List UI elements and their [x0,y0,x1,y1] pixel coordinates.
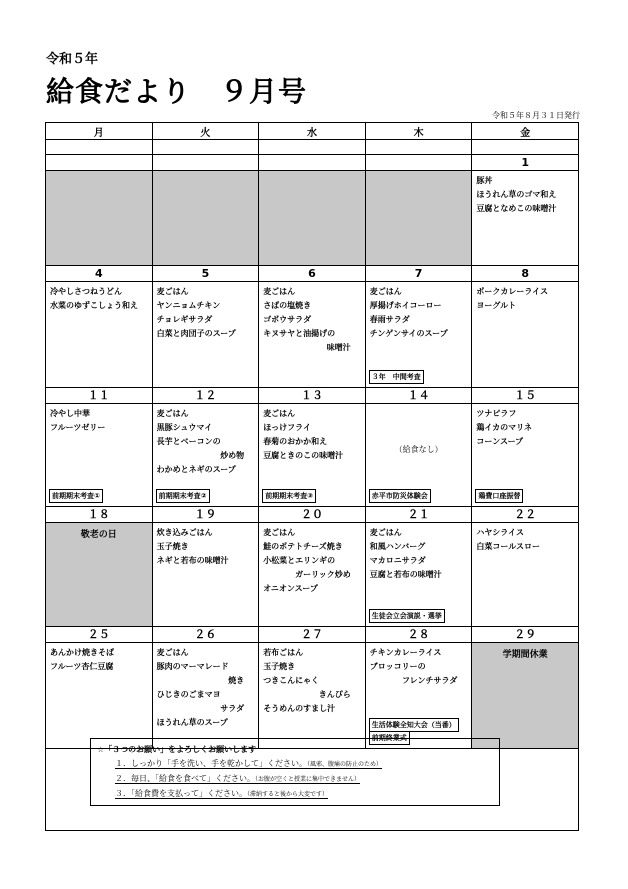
menu-item: 玉子焼き [263,662,296,671]
request-note: （風邪、腹痛の防止のため） [307,761,383,768]
menu-item: 長芋とベーコンの [156,437,221,446]
weekday-tue: 火 [152,123,259,140]
menu-item: 玉子焼き [156,542,189,551]
no-lunch-label: （給食なし） [394,445,443,454]
date-cell: １８ [46,507,153,523]
menu-item: さばの塩焼き [263,301,312,310]
menu-item: きんぴら [318,690,351,699]
menu-item: チンゲンサイのスープ [369,329,448,338]
request-note: （お腹が空くと授業に集中できません） [255,776,361,783]
menu-item: フレンチサラダ [401,676,458,685]
menu-item: 麦ごはん [263,528,296,537]
menu-item: 鮭のポテトチーズ焼き [263,542,343,551]
menu-item: ひじきのごまマヨ [156,690,221,699]
menu-item: 冷やしさつねうどん [50,287,122,296]
request-item [97,787,499,802]
menu-item: 黒豚シュウマイ [156,423,213,432]
menu-item: チキンカレーライス [369,648,442,657]
menu-item: 炒め物 [220,451,245,460]
date-cell: ２１ [365,507,472,523]
menu-item: 麦ごはん [369,528,402,537]
request-item [97,757,499,772]
menu-item: 麦ごはん [156,287,189,296]
menu-item: ほうれん草のスープ [156,718,228,727]
menu-item: 和風ハンバーグ [369,542,426,551]
menu-item: 味噌汁 [326,343,351,352]
menu-item: 麦ごはん [156,409,189,418]
menu-item: わかめとネギのスープ [156,465,236,474]
weekday-fri: 金 [472,123,579,140]
request-note: （滞納すると後から大変です） [247,791,329,798]
menu-item: 水菜のゆずこしょう和え [50,301,138,310]
event-badge: 前期終業式 [369,731,410,745]
date-cell: １１ [46,388,153,404]
request-text: ２．毎日、「給食を食べて」ください。 [115,774,255,783]
menu-item: ゴボウサラダ [263,315,312,324]
menu-item: ほうれん草のゴマ和え [476,190,557,199]
menu-item: キヌサヤと油揚げの [263,329,336,338]
weekday-wed: 水 [259,123,366,140]
date-cell: ２６ [152,627,259,643]
menu-item: 豆腐ときのこの味噌汁 [263,451,344,460]
event-badge: 赤平市防災体験会 [369,489,431,503]
menu-item: フルーツ杏仁豆腐 [50,662,114,671]
menu-item: 豚丼 [476,176,493,185]
menu-item: つきこんにゃく [263,676,320,685]
event-badge: 生活体験全知大会（当番） [369,718,459,732]
event-badge: 生徒会立会演説・選挙 [369,609,445,623]
date-cell: ２５ [46,627,153,643]
holiday-label: 敬老の日 [80,530,117,540]
menu-item: ほっけフライ [263,423,311,432]
menu-item: 豆腐となめこの味噌汁 [476,204,557,213]
menu-item: 炊き込みごはん [156,528,213,537]
event-badge: 前期期末考査③ [262,489,316,503]
menu-item: ガーリック炒め [295,570,351,579]
menu-item: 白菜コールスロー [476,542,540,551]
weekday-thu: 木 [365,123,472,140]
event-badge: 前期期末考査② [156,489,210,503]
menu-item: オニオンスープ [263,584,318,593]
menu-item: 麦ごはん [369,287,402,296]
date-cell: １２ [152,388,259,404]
menu-item: あんかけ焼きそば [50,648,114,657]
holiday-label: 学期間休業 [502,650,548,660]
date-cell: 1 [472,155,579,171]
menu-item: コーンスープ [476,437,524,446]
date-cell: ２０ [259,507,366,523]
menu-item: 小松菜とエリンギの [263,556,336,565]
menu-item: 麦ごはん [263,287,296,296]
menu-item: チョレギサラダ [156,315,213,324]
weekday-mon: 月 [46,123,153,140]
requests-heading: ☆「３つのお願い」をよろしくお願いします [97,745,257,754]
page-title: 給食だより ９月号 [46,75,308,108]
date-cell: 7 [365,266,472,282]
date-cell: ２７ [259,627,366,643]
menu-item: マカロニサラダ [369,556,426,565]
date-cell: １５ [472,388,579,404]
event-badge: ３年 中間考査 [369,370,424,384]
date-cell: 5 [152,266,259,282]
menu-item: 厚揚げホイコーロー [369,301,442,310]
era-label: 令和５年 [46,52,99,67]
menu-item: 春菊のおかか和え [263,437,328,446]
request-item [97,772,499,787]
menu-item: ポークカレーライス [476,287,549,296]
menu-item: 春雨サラダ [369,315,410,324]
request-text: １．しっかり「手を洗い、手を乾かして」ください。 [115,759,307,768]
menu-item: 豚肉のマーマレード [156,662,229,671]
menu-item: そうめんのすまし汁 [263,704,336,713]
event-badge: 前期期末考査① [49,489,103,503]
requests-box [90,738,500,806]
menu-item: ヤンニョムチキン [156,301,221,310]
date-cell: 4 [46,266,153,282]
date-cell: １３ [259,388,366,404]
request-text: ３．「給食費を支払って」ください。 [115,789,247,798]
menu-item: サラダ [220,704,245,713]
menu-item: ハヤシライス [476,528,524,537]
menu-item: 冷やし中華 [50,409,90,418]
date-cell: １４ [365,388,472,404]
menu-item: 鶏イカのマリネ [476,423,532,432]
menu-item: ツナピラフ [476,409,517,418]
date-cell: ２２ [472,507,579,523]
date-cell: ２９ [472,627,579,643]
menu-item: 白菜と肉団子のスープ [156,329,236,338]
date-cell: 8 [472,266,579,282]
menu-item: フルーツゼリー [50,423,106,432]
calendar-frame [45,122,579,831]
menu-item: ネギと若布の味噌汁 [156,556,229,565]
date-cell: ２８ [365,627,472,643]
issue-date: 令和５年８月３１日発行 [492,111,580,120]
menu-item: 焼き [228,676,245,685]
event-badge: 鶏費口座振替 [475,489,523,503]
menu-item: 麦ごはん [156,648,189,657]
menu-item: ブロッコリーの [369,662,426,671]
menu-item: 豆腐と若布の味噌汁 [369,570,442,579]
menu-item: ヨーグルト [476,301,517,310]
date-cell: 6 [259,266,366,282]
menu-item: 若布ごはん [263,648,304,657]
date-cell: １９ [152,507,259,523]
menu-item: 麦ごはん [263,409,296,418]
